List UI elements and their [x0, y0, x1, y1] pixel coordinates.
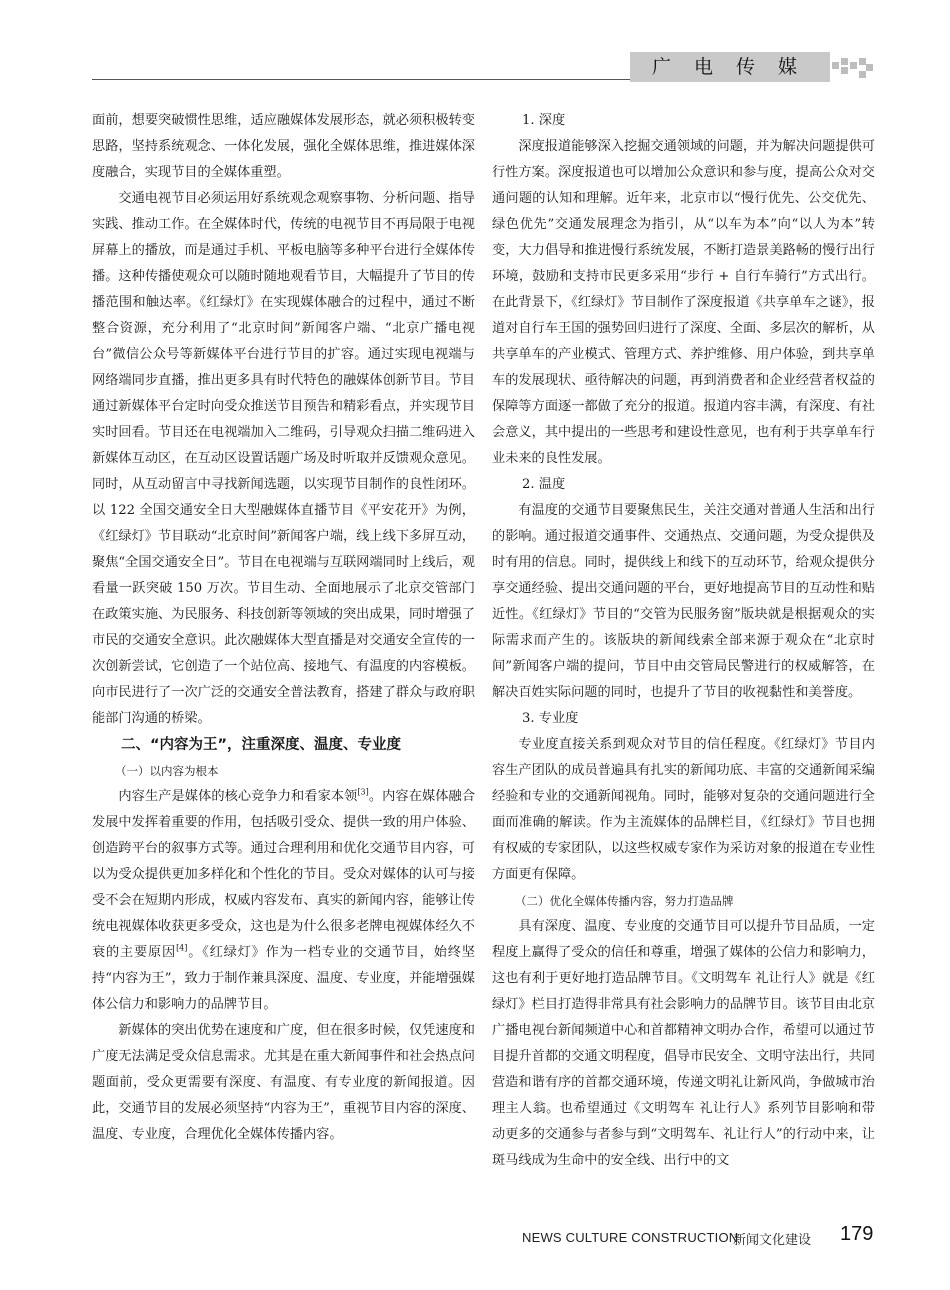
right-column: [492, 108, 875, 1174]
subsection-title: （二）优化全媒体传播内容，努力打造品牌: [515, 894, 734, 908]
paragraph: 专业度直接关系到观众对节目的信任程度。《红绿灯》节目内容生产团队的成员普遍具有扎实的新闻功底、丰富的交通新闻采编经验和专业的交通新闻视角。同时，能够对复杂的交通问题进行全面而准确的解读。作为主流媒体的品牌栏目，《红绿灯》节目也拥有权威的专家团队，以这些权威专家作为采访对象的报道在专业性方面更有保障。: [492, 737, 875, 882]
journal-name-cn: 新闻文化建设: [733, 1233, 812, 1248]
left-column: [92, 108, 475, 1148]
subheading: 2. 温度: [522, 477, 566, 492]
subheading: 3. 专业度: [522, 711, 579, 726]
header-decoration: [832, 58, 872, 84]
page-footer: [0, 1223, 950, 1250]
paragraph: 深度报道能够深入挖掘交通领域的问题，并为解决问题提供可行性方案。深度报道也可以增加公众意识和参与度，提高公众对交通问题的认知和理解。近年来，北京市以“慢行优先、公交优先、绿色优先”交通发展理念为指引，从“以车为本”向“以人为本”转变，大力倡导和推进慢行系统发展，不断打造景美路畅的慢行出行环境，鼓励和支持市民更多采用“步行 + 自行车骑行”方式出行。在此背景下，《红绿灯》节目制作了深度报道《共享单车之谜》，报道对自行车王国的强势回归进行了深度、全面、多层次的解析，从共享单车的产业模式、管理方式、养护维修、用户体验，到共享单车的发展现状、亟待解决的问题，再到消费者和企业经营者权益的保障等方面逐一都做了充分的报道。报道内容丰满，有深度、有社会意义，其中提出的一些思考和建设性意见，也有利于共享单车行业未来的良性发展。: [492, 139, 875, 466]
section-title: 二、“内容为王”，注重深度、温度、专业度: [121, 737, 402, 753]
section-header: 广电传媒: [630, 52, 830, 82]
paragraph: 新媒体的突出优势在速度和广度，但在很多时候，仅凭速度和广度无法满足受众信息需求。尤其是在重大新闻事件和社会热点问题面前，受众更需要有深度、有温度、有专业度的新闻报道。因此，交通节目的发展必须坚持“内容为王”，重视节目内容的深度、温度、专业度，合理优化全媒体传播内容。: [92, 1023, 475, 1142]
page-number: 179: [840, 1223, 874, 1245]
paragraph: 面前，想要突破惯性思维，适应融媒体发展形态，就必须积极转变思路，坚持系统观念、一体化发展，强化全媒体思维，推进媒体深度融合，实现节目的全媒体重塑。: [92, 113, 475, 180]
citation: [4]: [176, 943, 188, 953]
journal-name-en: NEWS CULTURE CONSTRUCTION: [522, 1230, 739, 1245]
subheading: 1. 深度: [522, 113, 566, 128]
citation: [3]: [357, 787, 369, 797]
subsection-title: （一）以内容为根本: [115, 764, 219, 778]
paragraph: 交通电视节目必须运用好系统观念观察事物、分析问题、指导实践、推动工作。在全媒体时代，传统的电视节目不再局限于电视屏幕上的播放，而是通过手机、平板电脑等多种平台进行全媒体传播。这种传播使观众可以随时随地观看节目，大幅提升了节目的传播范围和触达率。《红绿灯》在实现媒体融合的过程中，通过不断整合资源，充分利用了“北京时间”新闻客户端、“北京广播电视台”微信公众号等新媒体平台进行节目的扩容。通过实现电视端与网络端同步直播，推出更多具有时代特色的融媒体创新节目。节目通过新媒体平台定时向受众推送节目预告和精彩看点，并实现节目实时回看。节目还在电视端加入二维码，引导观众扫描二维码进入新媒体互动区，在互动区设置话题广场及时听取并反馈观众意见。同时，从互动留言中寻找新闻选题，以实现节目制作的良性闭环。以 122 全国交通安全日大型融媒体直播节目《平安花开》为例，《红绿灯》节目联动“北京时间”新闻客户端，线上线下多屏互动，聚焦“全国交通安全日”。节目在电视端与互联网端同时上线后，观看量一跃突破 150 万次。节目生动、全面地展示了北京交管部门在政策实施、为民服务、科技创新等领域的突出成果，同时增强了市民的交通安全意识。此次融媒体大型直播是对交通安全宣传的一次创新尝试，它创造了一个站位高、接地气、有温度的内容模板。向市民进行了一次广泛的交通安全普法教育，搭建了群众与政府职能部门沟通的桥梁。: [92, 191, 475, 726]
paragraph: 具有深度、温度、专业度的交通节目可以提升节目品质，一定程度上赢得了受众的信任和尊重，增强了媒体的公信力和影响力，这也有利于更好地打造品牌节目。《文明驾车 礼让行人》就是《红绿灯》栏目打造得非常具有社会影响力的品牌节目。该节目由北京广播电视台新闻频道中心和首都精神文明办合作，希望可以通过节目提升首都的交通文明程度，倡导市民安全、文明守法出行，共同营造和谐有序的首都交通环境，传递文明礼让新风尚，争做城市治理主人翁。也希望通过《文明驾车 礼让行人》系列节目影响和带动更多的交通参与者参与到“文明驾车、礼让行人”的行动中来，让斑马线成为生命中的安全线、出行中的文: [492, 919, 875, 1168]
paragraph: 内容生产是媒体的核心竞争力和看家本领[3]。内容在媒体融合发展中发挥着重要的作用，包括吸引受众、提供一致的用户体验、创造跨平台的叙事方式等。通过合理利用和优化交通节目内容，可以为受众提供更加多样化和个性化的节目。受众对媒体的认可与接受不会在短期内形成，权威内容发布、真实的新闻内容，能够让传统电视媒体收获更多受众，这也是为什么很多老牌电视媒体经久不衰的主要原因[4]。《红绿灯》作为一档专业的交通节目，始终坚持“内容为王”，致力于制作兼具深度、温度、专业度，并能增强媒体公信力和影响力的品牌节目。: [92, 787, 476, 1012]
paragraph: 有温度的交通节目要聚焦民生，关注交通对普通人生活和出行的影响。通过报道交通事件、交通热点、交通问题，为受众提供及时有用的信息。同时，提供线上和线下的互动环节，给观众提供分享交通经验、提出交通问题的平台，更好地提高节目的互动性和贴近性。《红绿灯》节目的“交管为民服务窗”版块就是根据观众的实际需求而产生的。该版块的新闻线索全部来源于观众在“北京时间”新闻客户端的提问，节目中由交管局民警进行的权威解答，在解决百姓实际问题的同时，也提升了节目的收视黏性和美誉度。: [492, 503, 875, 700]
